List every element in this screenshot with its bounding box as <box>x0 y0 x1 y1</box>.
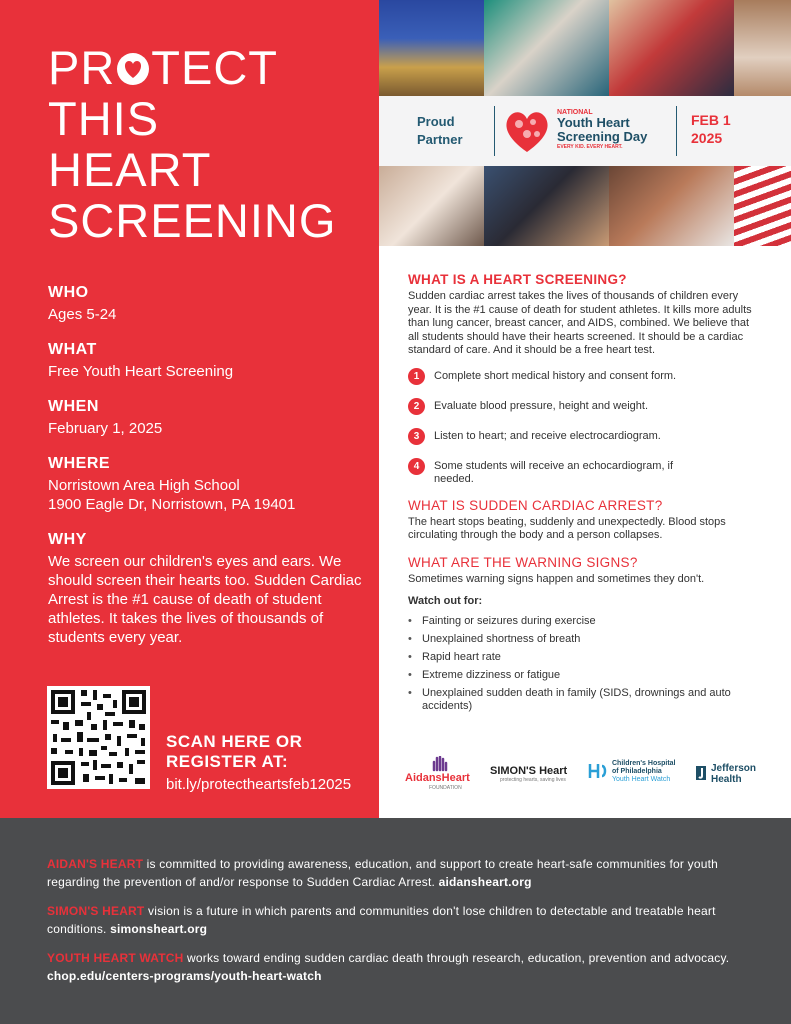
hand-icon <box>431 756 449 772</box>
left-panel <box>0 0 379 818</box>
heart-logo-icon <box>503 108 551 154</box>
info-value-address: 1900 Eagle Dr, Norristown, PA 19401 <box>48 496 296 513</box>
footer-youth-heart-watch <box>47 949 747 985</box>
photo-ecg <box>379 166 484 246</box>
footer-simons <box>47 902 747 938</box>
info-label: WHY <box>48 531 87 548</box>
photo-gym <box>379 0 484 96</box>
info-what <box>48 341 368 381</box>
step-text: Listen to heart; and receive electrocardiogram. <box>434 429 661 442</box>
warning-sign: • Extreme dizziness or fatigue <box>408 669 753 682</box>
photo-nurses <box>484 0 609 96</box>
jefferson-mark-icon <box>695 765 707 781</box>
simons-logo-sub: protecting hearts, saving lives <box>500 777 566 783</box>
scan-register <box>166 732 351 793</box>
title-line3: HEART <box>48 143 212 196</box>
footer-link[interactable]: simonsheart.org <box>110 922 208 936</box>
info-why <box>48 531 368 647</box>
footer-text: works toward ending sudden cardiac death through research, education, prevention and advocacy. <box>183 951 730 965</box>
heart-o-icon <box>116 52 150 86</box>
register-link[interactable]: bit.ly/protectheartsfeb12025 <box>166 776 352 793</box>
step-item <box>408 430 753 446</box>
scan-heading-1: SCAN HERE OR <box>166 732 303 751</box>
date-line2: 2025 <box>691 130 723 146</box>
footer-aidans <box>47 855 747 891</box>
screening-heading: WHAT IS A HEART SCREENING? <box>408 272 627 287</box>
proud-partner <box>417 113 463 149</box>
warning-sign: • Fainting or seizures during exercise <box>408 615 753 628</box>
photo-flag <box>734 166 791 246</box>
info-who <box>48 284 368 324</box>
step-number: 4 <box>408 458 425 475</box>
every-kid-tagline: EVERY KID. EVERY HEART. <box>557 144 623 150</box>
photo-exam <box>609 166 734 246</box>
photo-laptop <box>484 166 609 246</box>
chop-logo-line1: Children's Hospital <box>612 760 676 767</box>
screening-day-logo <box>557 116 647 144</box>
info-label: WHAT <box>48 341 97 358</box>
warning-body: Sometimes warning signs happen and sometimes they don't. <box>408 572 705 585</box>
logo-line1: Youth Heart <box>557 115 630 130</box>
step-text: Some students will receive an echocardiogram, if needed. <box>434 459 674 485</box>
step-number: 1 <box>408 368 425 385</box>
chop-mark-icon <box>588 762 608 780</box>
partner-banner <box>379 96 791 166</box>
info-value: Free Youth Heart Screening <box>48 363 234 380</box>
info-value: Norristown Area High School <box>48 477 240 494</box>
national-label: NATIONAL <box>557 109 593 116</box>
sca-heading: WHAT IS SUDDEN CARDIAC ARREST? <box>408 497 663 513</box>
info-value: Ages 5-24 <box>48 306 117 323</box>
proud-label: Proud <box>417 114 455 129</box>
simons-heart-logo <box>490 765 567 783</box>
warning-sign: • Rapid heart rate <box>408 651 753 664</box>
jefferson-logo-line2: Health <box>711 774 742 785</box>
screening-steps <box>408 370 753 486</box>
logo-line2: Screening Day <box>557 129 648 144</box>
step-item <box>408 400 753 416</box>
info-value: February 1, 2025 <box>48 420 163 437</box>
photo-student <box>734 0 791 96</box>
info-where <box>48 455 368 514</box>
footer-text: vision is a future in which parents and communities don't lose children to detectable and treatable heart conditions. <box>47 904 716 936</box>
info-label: WHERE <box>48 455 111 472</box>
watch-out-label: Watch out for: <box>408 595 483 607</box>
warning-signs-list <box>408 615 753 713</box>
step-number: 3 <box>408 428 425 445</box>
title-line1: PR TECT <box>48 41 279 94</box>
step-text: Evaluate blood pressure, height and weight. <box>434 399 649 412</box>
partner-label: Partner <box>417 132 463 147</box>
step-number: 2 <box>408 398 425 415</box>
photo-bp-check <box>609 0 734 96</box>
footer-link[interactable]: chop.edu/centers-programs/youth-heart-watch <box>47 969 322 983</box>
info-when <box>48 398 368 438</box>
title-line2: THIS <box>48 92 160 145</box>
footer-text: is committed to providing awareness, education, and support to create heart-safe communities for youth regarding the prevention of and/or response to Sudden Cardiac Arrest. <box>47 857 719 889</box>
jefferson-logo-line1: Jefferson <box>711 763 757 774</box>
divider <box>676 106 677 156</box>
screening-body: Sudden cardiac arrest takes the lives of thousands of children every year. It is the #1 cause of death for student athletes. It kills more adults than lung cancer, breast cancer, and AIDS, combined. We believe that all students should have their hearts screened. It should be a cardiac standard of care. And it should be a free heart test. <box>408 290 752 356</box>
chop-logo-line3: Youth Heart Watch <box>612 776 671 783</box>
warning-heading: WHAT ARE THE WARNING SIGNS? <box>408 554 638 570</box>
title-line4: SCREENING <box>48 194 337 247</box>
partner-logos <box>405 756 765 796</box>
footer-org-name: SIMON'S HEART <box>47 904 145 918</box>
sca-body: The heart stops beating, suddenly and unexpectedly. Blood stops circulating through the body and a person collapses. <box>408 515 726 541</box>
date-line1: FEB 1 <box>691 112 731 128</box>
right-content <box>408 272 753 718</box>
footer-org-name: AIDAN'S HEART <box>47 857 144 871</box>
aidans-logo-text: AidansHeart <box>405 772 470 784</box>
qr-code[interactable] <box>47 686 150 789</box>
footer-org-name: YOUTH HEART WATCH <box>47 951 184 965</box>
banner-date <box>691 111 731 147</box>
info-label: WHEN <box>48 398 99 415</box>
event-info <box>48 284 368 664</box>
step-item <box>408 460 753 486</box>
info-label: WHO <box>48 284 89 301</box>
simons-logo-text: SIMON'S Heart <box>490 765 568 777</box>
divider <box>494 106 495 156</box>
step-text: Complete short medical history and consent form. <box>434 369 677 382</box>
qr-code-icon <box>47 686 150 789</box>
page-title <box>48 42 336 246</box>
footer <box>0 818 791 1024</box>
aidans-logo-sub: FOUNDATION <box>429 785 462 791</box>
chop-logo-line2: of Philadelphia <box>612 768 662 775</box>
step-item <box>408 370 753 386</box>
footer-link[interactable]: aidansheart.org <box>438 875 532 889</box>
info-value: We screen our children's eyes and ears. We should screen their hearts too. Sudden Cardiac Arrest is the #1 cause of death of student athletes. It takes the lives of thousands of students every year. <box>48 553 362 646</box>
warning-sign: • Unexplained sudden death in family (SIDS, drownings and auto accidents) <box>408 687 753 713</box>
scan-heading-2: REGISTER AT: <box>166 752 289 771</box>
warning-sign: • Unexplained shortness of breath <box>408 633 753 646</box>
